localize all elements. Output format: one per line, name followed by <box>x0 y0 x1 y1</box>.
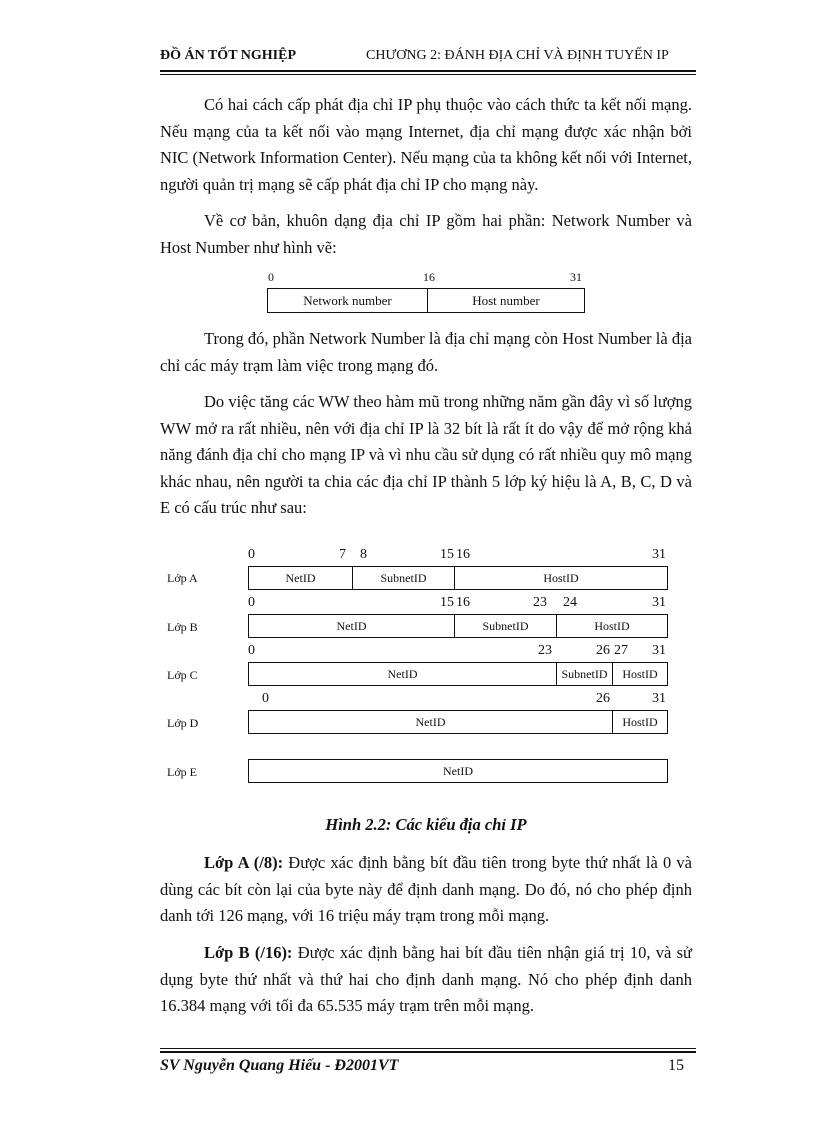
figure-caption: Hình 2.2: Các kiểu địa chỉ IP <box>325 815 527 834</box>
bit-16: 16 <box>423 270 435 284</box>
class-b-bit: 15 <box>440 595 454 610</box>
class-c-bit: 26 <box>596 643 610 658</box>
header-title: ĐỒ ÁN TỐT NGHIỆP <box>160 48 297 63</box>
class-d-box <box>248 710 668 734</box>
paragraph-6 <box>160 940 692 1020</box>
class-d-bit: 0 <box>262 691 269 706</box>
host-number-field: Host number <box>427 289 584 312</box>
class-a-netid: NetID <box>285 570 316 585</box>
paragraph-3 <box>160 326 692 379</box>
class-a-label: Lớp A <box>167 571 198 585</box>
paragraph-1-text: Có hai cách cấp phát địa chỉ IP phụ thuộc vào cách thức ta kết nối mạng. Nếu mạng của ta kết nối vào mạng Internet, địa chỉ mạng được xác nhận bởi NIC (Network Information Center). Nếu mạng của ta không kết nối với Internet, người quản trị mạng sẽ cấp phát địa chỉ IP cho mạng này. <box>160 95 692 194</box>
paragraph-3-text: Trong đó, phần Network Number là địa chỉ mạng còn Host Number là địa chỉ các máy trạm làm việc trong mạng đó. <box>160 329 692 375</box>
class-b-bit: 24 <box>563 595 577 610</box>
class-c-hostid: HostID <box>612 663 667 685</box>
class-e-box <box>248 759 668 783</box>
class-d-label: Lớp D <box>167 716 199 730</box>
class-d-netid: NetID <box>415 714 446 729</box>
class-a-hostid: HostID <box>454 567 667 589</box>
paragraph-1 <box>160 92 692 198</box>
class-a-bit: 15 <box>440 547 454 562</box>
paragraph-4 <box>160 389 692 522</box>
class-b-bit: 23 <box>533 595 547 610</box>
class-a-bit: 31 <box>652 547 666 562</box>
paragraph-2 <box>160 208 692 261</box>
paragraph-5 <box>160 850 692 930</box>
header-rule-thin <box>160 74 696 75</box>
ip-format-box <box>267 288 585 313</box>
class-b-heading: Lớp B (/16): <box>204 943 293 962</box>
class-b-box <box>248 614 668 638</box>
class-c-bit: 31 <box>652 643 666 658</box>
footer-rule-thin <box>160 1048 696 1049</box>
header-chapter: CHƯƠNG 2: ĐÁNH ĐỊA CHỈ VÀ ĐỊNH TUYẾN IP <box>366 48 669 63</box>
class-c-netid: NetID <box>387 666 418 681</box>
class-c-bit: 23 <box>538 643 552 658</box>
class-a-bit: 0 <box>248 547 255 562</box>
class-c-bit: 27 <box>614 643 628 658</box>
class-a-box <box>248 566 668 590</box>
header-rule <box>160 70 696 72</box>
footer-author: SV Nguyễn Quang Hiếu - Đ2001VT <box>160 1057 399 1074</box>
class-a-subnetid: SubnetID <box>352 567 454 589</box>
class-d-bit: 31 <box>652 691 666 706</box>
class-b-subnetid: SubnetID <box>454 615 556 637</box>
bit-31: 31 <box>570 270 582 284</box>
class-e-netid: NetID <box>443 763 473 778</box>
class-b-bit: 16 <box>456 595 470 610</box>
network-number-field: Network number <box>303 292 392 308</box>
class-c-subnetid: SubnetID <box>556 663 612 685</box>
class-b-label: Lớp B <box>167 620 198 634</box>
class-a-heading: Lớp A (/8): <box>204 853 284 872</box>
class-b-hostid: HostID <box>556 615 667 637</box>
class-a-bit: 8 <box>360 547 367 562</box>
class-a-bit: 7 <box>339 547 346 562</box>
class-d-hostid: HostID <box>612 711 667 733</box>
class-b-bit: 31 <box>652 595 666 610</box>
page-number: 15 <box>668 1057 684 1074</box>
class-e-label: Lớp E <box>167 765 198 779</box>
class-c-label: Lớp C <box>167 668 198 682</box>
class-a-bit: 16 <box>456 547 470 562</box>
paragraph-4-text: Do việc tăng các WW theo hàm mũ trong những năm gần đây vì số lượng WW mở ra rất nhiều, nên với địa chỉ IP là 32 bít là rất ít do vậy để mở rộng khả năng đánh địa chỉ cho mạng IP và vì nhu cầu sử dụng có rất nhiều quy mô mạng khác nhau, nên người ta chia các địa chỉ IP thành 5 lớp ký hiệu là A, B, C, D và E có cấu trúc như sau: <box>160 392 692 517</box>
class-b-bit: 0 <box>248 595 255 610</box>
paragraph-5-text: Được xác định bằng bít đầu tiên trong byte thứ nhất là 0 và dùng các bít còn lại của byte này để định danh mạng. Do đó, nó cho phép định danh tới 126 mạng, với 16 triệu máy trạm trong mỗi mạng. <box>160 853 693 925</box>
bit-0: 0 <box>268 270 274 284</box>
paragraph-6-text: Được xác định bằng hai bít đầu tiên nhận giá trị 10, và sử dụng byte thứ nhất và thứ hai cho định danh mạng. Nó cho phép định danh 16.384 mạng với tối đa 65.535 máy trạm trên mỗi mạng. <box>160 943 692 1015</box>
class-b-netid: NetID <box>336 618 367 633</box>
class-c-box <box>248 662 668 686</box>
paragraph-2-text: Về cơ bản, khuôn dạng địa chỉ IP gồm hai phần: Network Number và Host Number như hình vẽ: <box>160 211 692 257</box>
footer-rule <box>160 1051 696 1053</box>
class-d-bit: 26 <box>596 691 610 706</box>
class-c-bit: 0 <box>248 643 255 658</box>
